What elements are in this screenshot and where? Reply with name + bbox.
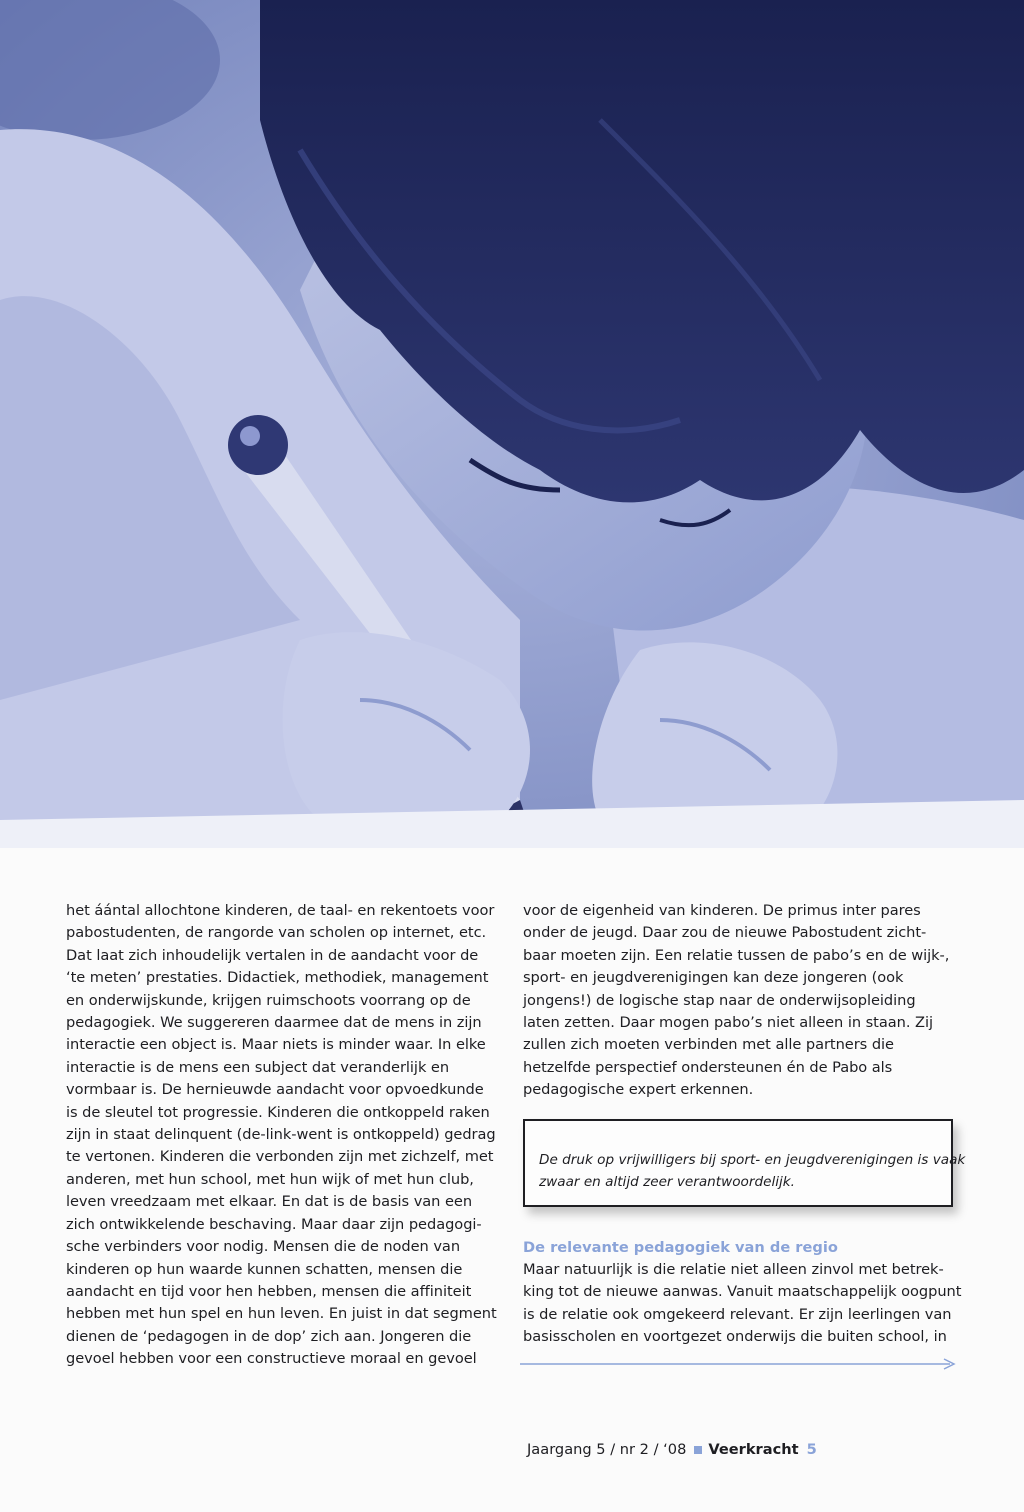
pull-quote-box (523, 1119, 966, 1207)
text-line: Maar natuurlijk is die relatie niet alleen zinvol met betrek- (523, 1261, 944, 1278)
text-line: het áántal allochtone kinderen, de taal- en rekentoets voor (66, 902, 495, 919)
text-line: sport- en jeugdverenigingen kan deze jongeren (ook (523, 969, 904, 987)
text-line: interactie een object is. Maar niets is minder waar. In elke (66, 1036, 486, 1054)
text-line: zullen zich moeten verbinden met alle partners die (523, 1036, 894, 1054)
text-line: dienen de ‘pedagogen in de dop’ zich aan. Jongeren die (66, 1327, 472, 1345)
text-line: leven vreedzaam met elkaar. En dat is de basis van een (66, 1193, 473, 1211)
text-line: gevoel hebben voor een constructieve moraal en gevoel (66, 1350, 477, 1368)
text-line: onder de jeugd. Daar zou de nieuwe Pabostudent zicht- (523, 924, 927, 942)
text-line: vormbaar is. De hernieuwde aandacht voor opvoedkunde (66, 1081, 484, 1099)
text-line: baar moeten zijn. Een relatie tussen de pabo’s en de wijk-, (523, 946, 950, 964)
text-line: anderen, met hun school, met hun wijk of met hun club, (66, 1170, 474, 1188)
text-line: hebben met hun spel en hun leven. En juist in dat segment (66, 1305, 497, 1323)
quote-line: De druk op vrijwilligers bij sport- en jeugdverenigingen is vaak (539, 1152, 966, 1168)
text-line: interactie is de mens een subject dat veranderlijk en (66, 1058, 450, 1076)
text-line: sche verbinders voor nodig. Mensen die de noden van (66, 1238, 461, 1256)
text-line: aandacht en tijd voor hen hebben, mensen die affiniteit (66, 1282, 472, 1300)
text-line: laten zetten. Daar mogen pabo’s niet alleen in staan. Zij (523, 1014, 933, 1032)
text-line: jongens!) de logische stap naar de onderwijsopleiding (523, 991, 916, 1009)
page-footer (527, 1440, 817, 1460)
text-line: hetzelfde perspectief ondersteunen én de Pabo als (523, 1058, 893, 1076)
text-line: is de relatie ook omgekeerd relevant. Er zijn leerlingen van (523, 1305, 952, 1323)
continue-arrow-icon (520, 1357, 960, 1371)
body-text-left-column (66, 900, 498, 1371)
text-line: basisscholen en voortgezet onderwijs die buiten school, in (523, 1328, 947, 1346)
text-line: pedagogiek. We suggereren daarmee dat de mens in zijn (66, 1014, 482, 1032)
section-heading: De relevante pedagogiek van de regio (523, 1239, 838, 1256)
magazine-name: Veerkracht (708, 1441, 799, 1458)
body-text-right-column-continued (523, 1259, 962, 1349)
pull-quote-text (539, 1149, 966, 1193)
quote-line: zwaar en altijd zeer verantwoordelijk. (539, 1174, 795, 1190)
page-number: 5 (806, 1441, 817, 1458)
text-line: ‘te meten’ prestaties. Didactiek, methodiek, management (66, 969, 489, 987)
text-line: pabostudenten, de rangorde van scholen op internet, etc. (66, 924, 487, 942)
text-line: king tot de nieuwe aanwas. Vanuit maatschappelijk oogpunt (523, 1283, 962, 1301)
text-line: zich ontwikkelende beschaving. Maar daar zijn pedagogi- (66, 1215, 482, 1233)
text-line: is de sleutel tot progressie. Kinderen die ontkoppeld raken (66, 1103, 490, 1121)
text-line: zijn in staat delinquent (de-link-went is ontkoppeld) gedrag (66, 1126, 496, 1144)
square-bullet-icon (694, 1446, 702, 1454)
body-text-right-column (523, 900, 955, 1102)
text-line: te vertonen. Kinderen die verbonden zijn met zichzelf, met (66, 1148, 494, 1166)
text-line: voor de eigenheid van kinderen. De primus inter pares (523, 902, 921, 919)
issue-info: Jaargang 5 / nr 2 / ‘08 (527, 1441, 687, 1458)
text-line: kinderen op hun waarde kunnen schatten, mensen die (66, 1260, 463, 1278)
text-line: en onderwijskunde, krijgen ruimschoots voorrang op de (66, 991, 471, 1009)
text-line: pedagogische expert erkennen. (523, 1081, 754, 1099)
text-line: Dat laat zich inhoudelijk vertalen in de aandacht voor de (66, 946, 479, 964)
